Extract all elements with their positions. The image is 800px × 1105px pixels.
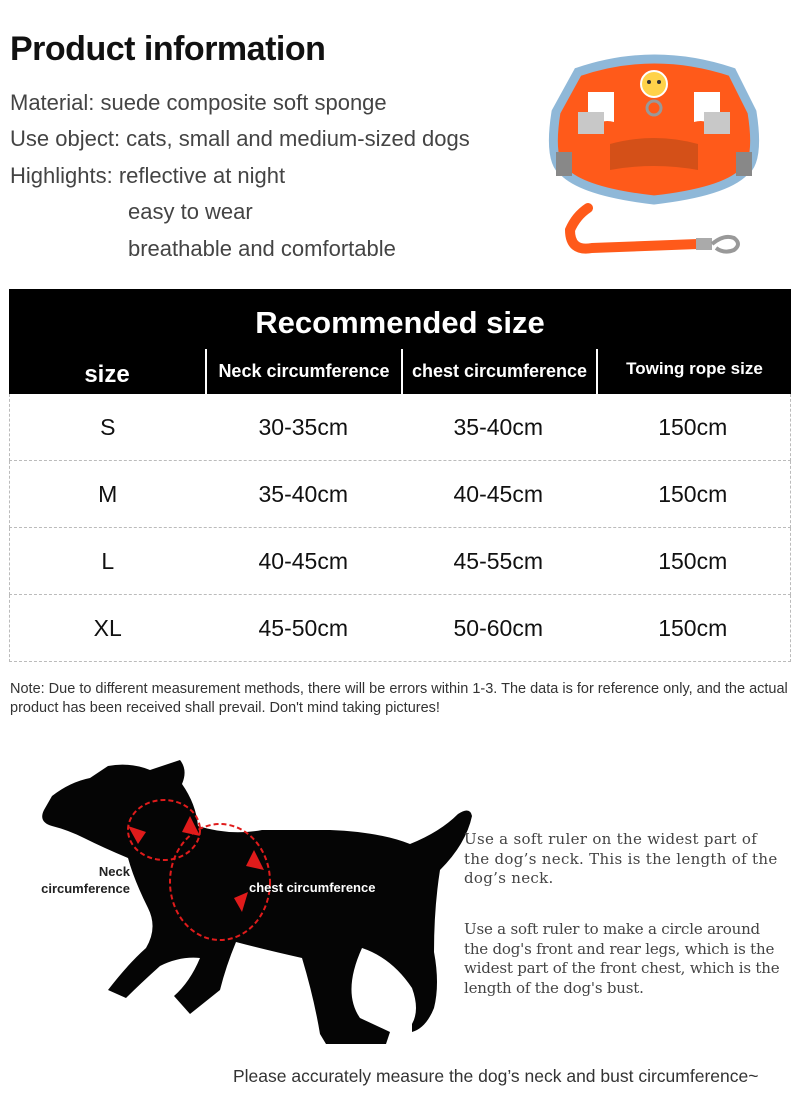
chest-label: chest circumference — [249, 880, 376, 895]
table-cell: 50-60cm — [453, 614, 543, 641]
table-cell: L — [101, 547, 115, 574]
col-header-size: size — [9, 349, 205, 394]
info-highlight-3: breathable and comfortable — [128, 236, 396, 261]
table-cell: 35-40cm — [453, 413, 543, 440]
dog-diagram — [30, 752, 480, 1052]
col-header-neck: Neck circumference — [205, 349, 401, 394]
table-row — [9, 461, 791, 528]
table-cell: XL — [93, 614, 122, 641]
info-use-object: Use object: cats, small and medium-sized dogs — [10, 126, 470, 151]
table-row — [9, 528, 791, 595]
table-cell: 45-50cm — [258, 614, 348, 641]
table-column-headers — [9, 349, 791, 394]
table-cell: 45-55cm — [453, 547, 543, 574]
table-cell: 150cm — [658, 614, 728, 641]
table-cell: M — [98, 480, 118, 507]
neck-description: Use a soft ruler on the widest part of the dog’s neck. This is the length of the dog’s neck. — [464, 830, 778, 887]
table-cell: S — [100, 413, 116, 440]
product-image — [548, 52, 760, 270]
table-cell: 35-40cm — [258, 480, 348, 507]
table-row — [9, 595, 791, 662]
page-title: Product information — [10, 30, 326, 68]
table-cell: 150cm — [658, 413, 728, 440]
table-cell: 40-45cm — [258, 547, 348, 574]
chest-description: Use a soft ruler to make a circle around the dog's front and rear legs, which is the widest part of the front chest, which is the length of the dog's bust. — [464, 920, 780, 997]
table-cell: 30-35cm — [258, 413, 348, 440]
size-table — [9, 289, 791, 662]
table-cell: 150cm — [658, 547, 728, 574]
footer-instruction: Please accurately measure the dog’s neck and bust circumference~ — [233, 1066, 759, 1086]
col-header-rope: Towing rope size — [596, 349, 791, 394]
table-row — [9, 394, 791, 461]
harness-icon — [553, 59, 754, 200]
table-cell: 40-45cm — [453, 480, 543, 507]
info-material: Material: suede composite soft sponge — [10, 90, 387, 115]
neck-label-line-2: circumference — [41, 881, 130, 896]
info-highlights: Highlights: reflective at night — [10, 163, 286, 188]
col-header-chest: chest circumference — [401, 349, 596, 394]
note: Note: Due to different measurement methods, there will be errors within 1-3. The data is for reference only, and the actual product has been received shall prevail. Don't mind taking pictures! — [10, 681, 788, 716]
dog-silhouette-icon — [42, 760, 472, 1044]
table-title: Recommended size — [9, 289, 791, 349]
neck-label-line-1: Neck — [98, 864, 130, 879]
leash-icon — [570, 208, 738, 252]
table-cell: 150cm — [658, 480, 728, 507]
info-highlight-2: easy to wear — [128, 199, 253, 224]
